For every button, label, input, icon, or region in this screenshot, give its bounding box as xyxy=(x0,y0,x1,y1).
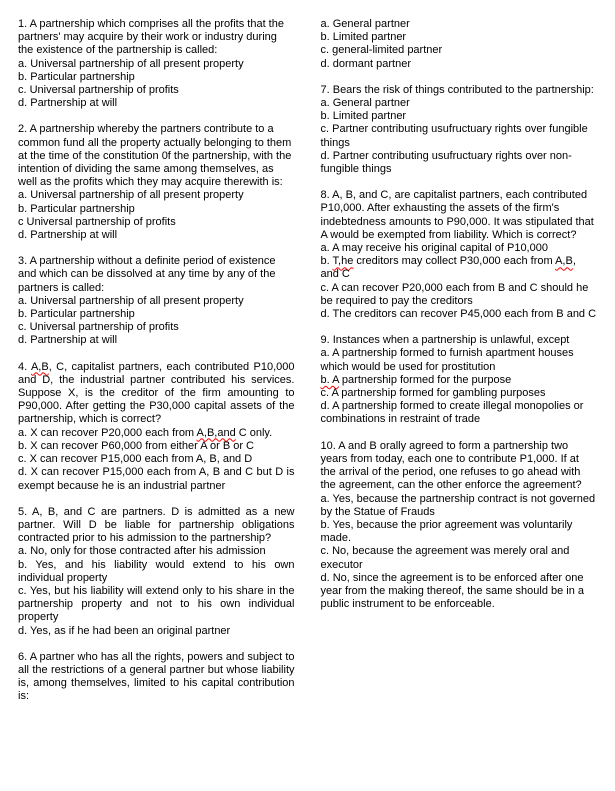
question-5-line: 5. A, B, and C are partners. D is admitted as a new partner. Will D be liable for partnership obligations contracted prior to his admission to the partnership? xyxy=(18,505,295,545)
question-10 xyxy=(321,440,598,612)
question-7-line: d. Partner contributing usufructuary rights over non- fungible things xyxy=(320,149,572,176)
question-1-line: d. Partnership at will xyxy=(18,97,118,110)
question-10-line: b. Yes, because the prior agreement was voluntarily made. xyxy=(320,518,573,545)
misspelling-squiggle-text: A,B xyxy=(555,255,573,268)
misspelling-squiggle-text: T,he xyxy=(332,255,354,268)
question-2-line: d. Partnership at will xyxy=(18,229,118,242)
question-6-options-line: b. Limited partner xyxy=(320,31,407,44)
question-2-line: b. Particular partnership xyxy=(18,202,135,215)
question-5 xyxy=(18,506,295,638)
question-7 xyxy=(321,84,598,176)
question-9-line: 9. Instances when a partnership is unlawful, except xyxy=(320,334,570,347)
question-3-line: a. Universal partnership of all present property xyxy=(18,294,244,307)
question-1-line: a. Universal partnership of all present property xyxy=(18,57,244,70)
question-1-line: c. Universal partnership of profits xyxy=(18,84,179,97)
column-left xyxy=(18,18,295,783)
question-6-line: 6. A partner who has all the rights, powers and subject to all the restrictions of a general partner but whose liability is, among themselves, limited to his capital contribution is: xyxy=(18,650,295,703)
question-7-line: a. General partner xyxy=(320,97,410,110)
question-4-line: d. X can recover P15,000 each from A, B and C but D is exempt because he is an industrial partner xyxy=(18,466,295,492)
question-6-options-line: a. General partner xyxy=(320,18,410,30)
question-5-line: b. Yes, and his liability would extend to his own individual property xyxy=(18,558,295,584)
question-2 xyxy=(18,123,295,242)
question-6-options-line: c. general-limited partner xyxy=(320,44,443,57)
text-segment: a. X can recover P20,000 each from xyxy=(18,426,197,439)
question-10-line: d. No, since the agreement is to be enforced after one year from the making thereof, the same should be in a public instrument to be enforceable. xyxy=(320,571,585,611)
text-segment: b. xyxy=(320,255,333,268)
question-2-line: a. Universal partnership of all present property xyxy=(18,189,244,202)
question-8-line: c. A can recover P20,000 each from B and C should he be required to pay the creditors xyxy=(320,281,589,307)
question-8-line xyxy=(321,255,598,281)
column-right xyxy=(321,18,598,783)
question-4-line: c. X can recover P15,000 each from A, B, and D xyxy=(18,453,253,466)
question-5-line: d. Yes, as if he had been an original partner xyxy=(18,624,231,637)
question-3-line: 3. A partnership without a definite period of existence and which can be dissolved at any time by any of the partners is called: xyxy=(18,255,276,294)
question-10-line: 10. A and B orally agreed to form a partnership two years from today, each one to contribute P1,000. If at the arrival of the period, one refuses to go ahead with the agreement, can the other enforce the agreement? xyxy=(320,439,582,492)
question-1 xyxy=(18,18,295,110)
question-6-options xyxy=(321,18,598,71)
question-9-line: c. A partnership formed for gambling purposes xyxy=(320,387,546,400)
question-1-line: 1. A partnership which comprises all the profits that the partners' may acquire by their work or industry during the existence of the partnership is called: xyxy=(18,18,284,57)
question-1-line: b. Particular partnership xyxy=(18,70,135,83)
text-segment: , and C xyxy=(320,255,576,281)
question-6 xyxy=(18,651,295,704)
question-3 xyxy=(18,255,295,347)
question-2-line: c Universal partnership of profits xyxy=(18,215,176,228)
question-7-line: b. Limited partner xyxy=(320,110,407,123)
text-segment: 4. xyxy=(18,360,31,373)
question-9-line xyxy=(321,374,598,387)
question-7-line: 7. Bears the risk of things contributed to the partnership: xyxy=(320,83,594,96)
question-5-line: c. Yes, but his liability will extend only to his share in the partnership property and not to his own individual property xyxy=(18,584,295,624)
question-9 xyxy=(321,334,598,426)
question-4-line xyxy=(18,427,295,440)
question-8-line: a. A may receive his original capital of P10,000 xyxy=(320,242,548,255)
question-3-line: b. Particular partnership xyxy=(18,308,135,321)
question-2-line: 2. A partnership whereby the partners contribute to a common fund all the property actually belonging to them at the time of the constitution 0f the partnership, with the intention of dividing the same among themselves, as well as the profits which they may acquire therewith is: xyxy=(18,123,292,189)
question-10-line: c. No, because the agreement was merely oral and executor xyxy=(320,545,570,571)
question-10-line: a. Yes, because the partnership contract is not governed by the Statue of Frauds xyxy=(320,492,596,518)
misspelling-squiggle-text: A,B,and xyxy=(196,426,236,439)
misspelling-squiggle-text: A,B xyxy=(30,360,49,373)
question-9-line: a. A partnership formed to furnish apartment houses which would be used for prostitution xyxy=(320,347,574,373)
question-5-line: a. No, only for those contracted after his admission xyxy=(18,545,266,558)
question-4-line: b. X can recover P60,000 from either A or B or C xyxy=(18,439,255,452)
question-8 xyxy=(321,189,598,321)
text-segment: creditors may collect P30,000 each from xyxy=(353,255,556,268)
question-4-line xyxy=(18,361,295,427)
text-segment: , C, capitalist partners, each contributed P10,000 and D, the industrial partner contributed his services. Suppose X, is the creditor of the firm amounting to P90,000. After getting the P30,000 capital assets of the partnership, which is correct? xyxy=(18,360,295,426)
question-7-line: c. Partner contributing usufructuary rights over fungible things xyxy=(320,123,588,149)
question-4 xyxy=(18,361,295,493)
question-8-line: d. The creditors can recover P45,000 each from B and C xyxy=(320,308,597,321)
text-segment: partnership formed for the purpose xyxy=(338,373,512,386)
question-3-line: c. Universal partnership of profits xyxy=(18,321,179,334)
question-3-line: d. Partnership at will xyxy=(18,334,118,347)
question-9-line: d. A partnership formed to create illegal monopolies or combinations in restraint of trade xyxy=(320,400,584,426)
question-6-options-line: d. dormant partner xyxy=(320,57,411,70)
text-segment: C only. xyxy=(235,426,273,439)
question-8-line: 8. A, B, and C, are capitalist partners, each contributed P10,000. After exhausting the assets of the firm's indebtedness amounts to P90,000. It was stipulated that A would be exempted from liability. Which is correct? xyxy=(320,189,594,241)
misspelling-squiggle-text: b. A xyxy=(320,373,339,386)
